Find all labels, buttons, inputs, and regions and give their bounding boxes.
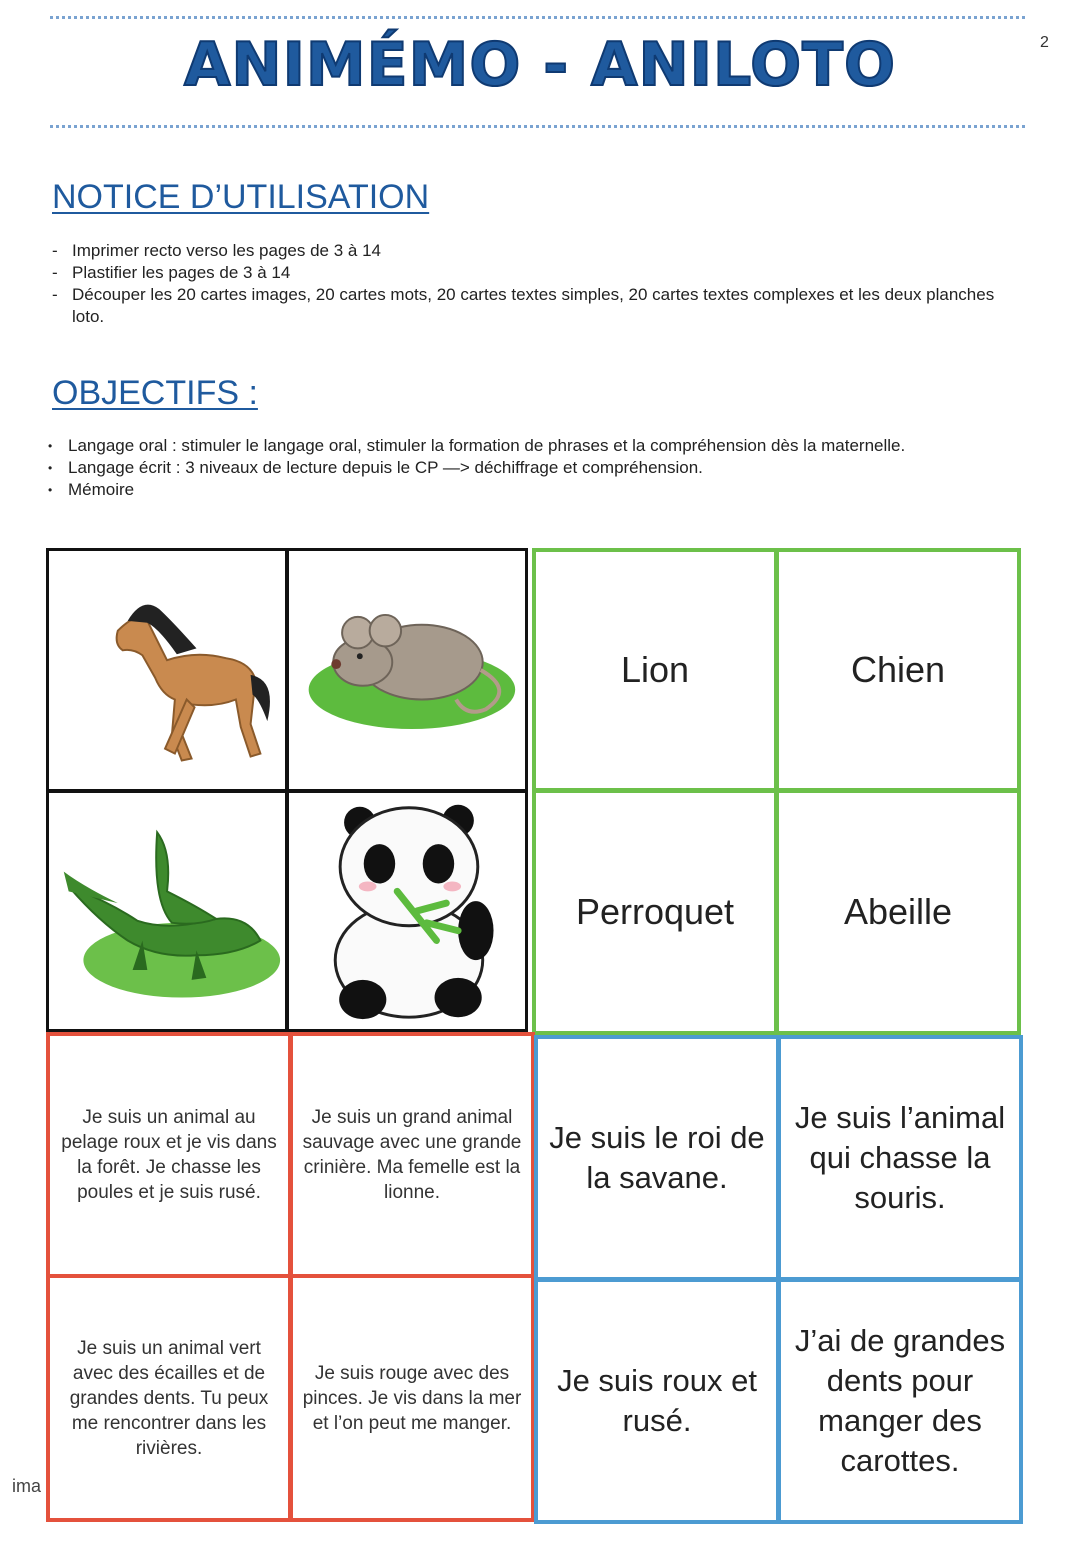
word-card-label: Perroquet xyxy=(575,891,735,932)
panda-card xyxy=(286,790,528,1032)
complex-text-card xyxy=(46,1274,292,1522)
complex-text-card xyxy=(289,1032,535,1278)
horse-illustration xyxy=(49,551,285,789)
word-card-label: Chien xyxy=(850,649,946,690)
word-card xyxy=(775,548,1021,792)
page-number: 2 xyxy=(1040,34,1049,51)
complex-text: Je suis rouge avec des pinces. Je vis dans la mer et l’on peut me manger. xyxy=(302,1362,522,1434)
simple-text-card xyxy=(534,1278,780,1524)
crocodile-illustration xyxy=(49,793,285,1029)
simple-text-card xyxy=(534,1035,780,1281)
notice-item: - Plastifier les pages de 3 à 14 xyxy=(52,262,1012,284)
word-card-label: Abeille xyxy=(843,891,953,932)
complex-text: Je suis un animal vert avec des écailles et de grandes dents. Tu peux me rencontrer dans les rivières. xyxy=(69,1337,269,1459)
complex-text: Je suis un grand animal sauvage avec une grande crinière. Ma femelle est la lionne. xyxy=(302,1107,522,1203)
bottom-dotted-rule xyxy=(50,125,1025,128)
objectifs-heading: OBJECTIFS : xyxy=(52,374,258,412)
stray-caption-text: ima xyxy=(12,1476,42,1496)
word-card xyxy=(532,548,778,792)
complex-text-card xyxy=(46,1032,292,1278)
notice-list xyxy=(52,240,1012,328)
simple-text: Je suis l’animal qui chasse la souris. xyxy=(794,1100,1006,1215)
notice-item: - Découper les 20 cartes images, 20 cartes mots, 20 cartes textes simples, 20 cartes textes complexes et les deux planches loto. xyxy=(52,284,1012,328)
crocodile-card xyxy=(46,790,288,1032)
objectif-item: • Langage oral : stimuler le langage oral, stimuler la formation de phrases et la compréhension dès la maternelle. xyxy=(48,435,1008,457)
notice-heading: NOTICE D’UTILISATION xyxy=(52,178,430,216)
word-card xyxy=(775,789,1021,1035)
simple-text: Je suis roux et rusé. xyxy=(557,1363,757,1438)
complex-text-card xyxy=(289,1274,535,1522)
horse-card xyxy=(46,548,288,792)
simple-text-card xyxy=(777,1035,1023,1281)
simple-text: Je suis le roi de la savane. xyxy=(549,1120,765,1195)
objectif-item: • Mémoire xyxy=(48,479,1008,501)
word-card-label: Lion xyxy=(620,649,690,690)
simple-text: J’ai de grandes dents pour manger des carottes. xyxy=(794,1323,1006,1478)
complex-text: Je suis un animal au pelage roux et je vis dans la forêt. Je chasse les poules et je suis rusé. xyxy=(61,1107,277,1203)
objectif-item: • Langage écrit : 3 niveaux de lecture depuis le CP —> déchiffrage et compréhension. xyxy=(48,457,1008,479)
simple-text-card xyxy=(777,1278,1023,1524)
mouse-card xyxy=(286,548,528,792)
top-dotted-rule xyxy=(50,16,1025,19)
objectifs-list xyxy=(48,435,1008,501)
word-card xyxy=(532,789,778,1035)
page-title: ANIMÉMO - ANILOTO xyxy=(183,30,897,100)
notice-item: - Imprimer recto verso les pages de 3 à 14 xyxy=(52,240,1012,262)
mouse-illustration xyxy=(289,551,525,789)
panda-illustration xyxy=(289,793,525,1029)
